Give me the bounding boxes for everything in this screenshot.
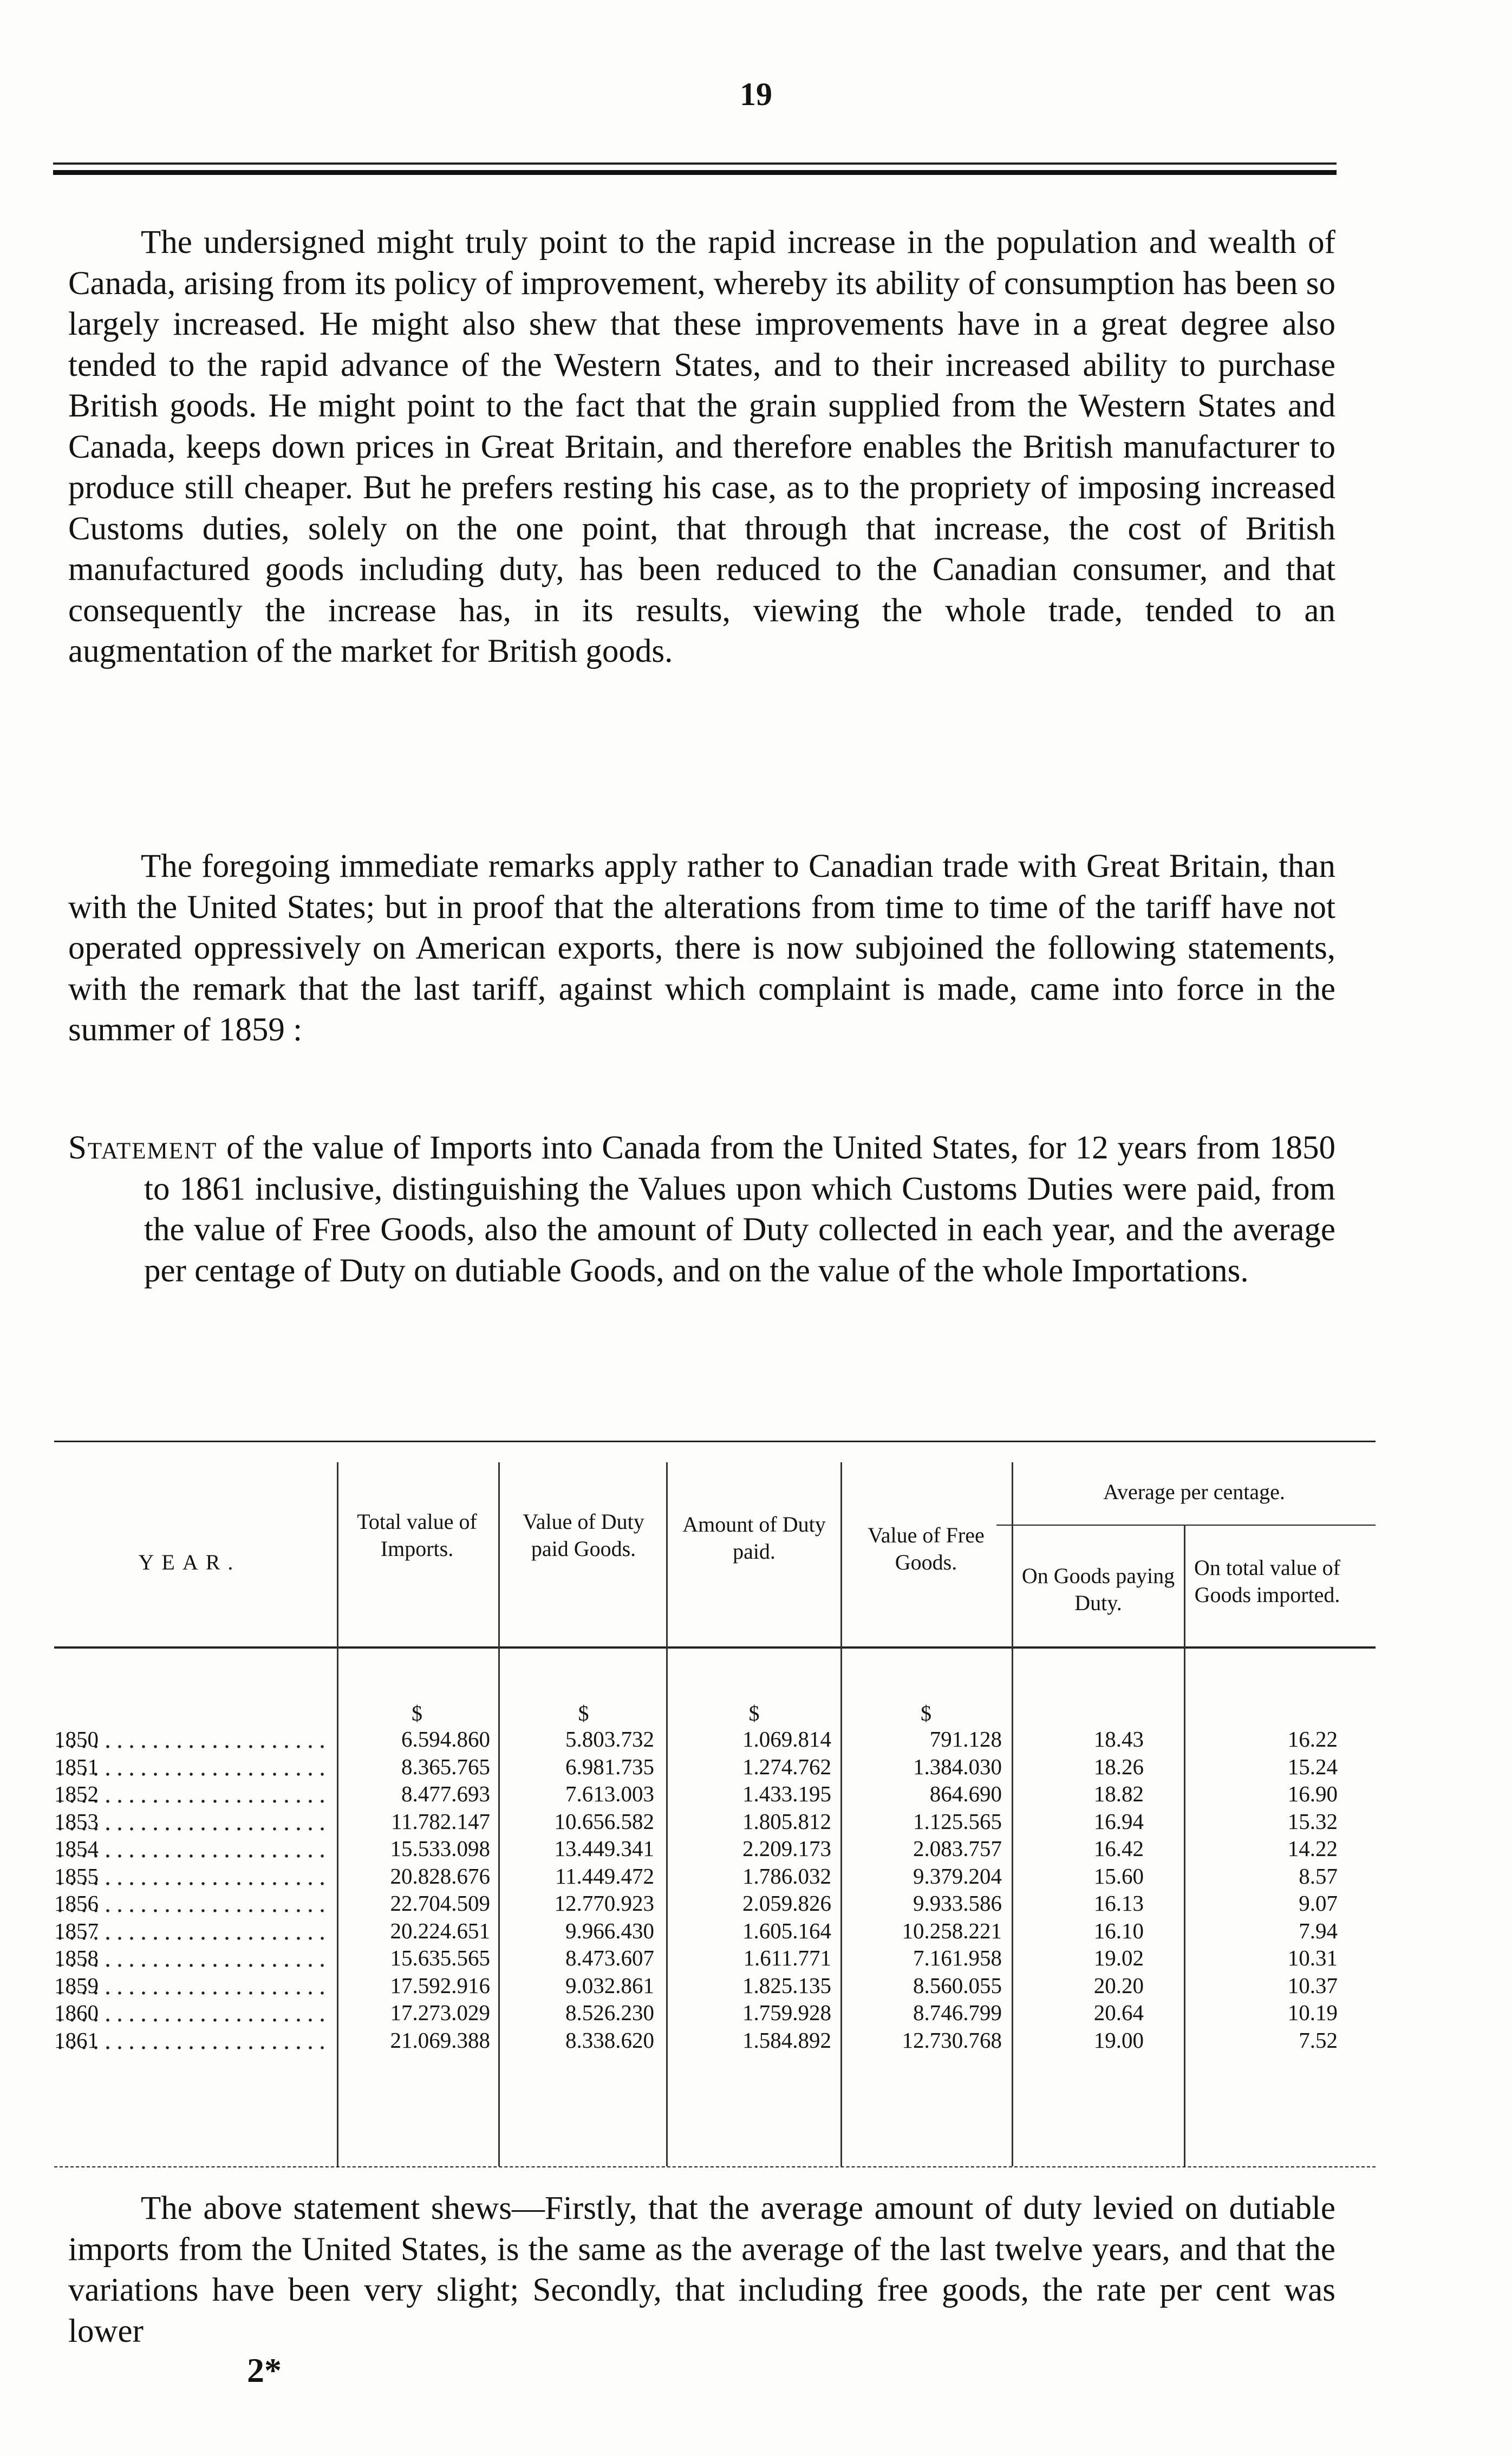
column-divider xyxy=(1012,1462,1013,2166)
currency-symbol: $ xyxy=(748,1701,760,1725)
paragraph-foregoing xyxy=(68,846,1335,1051)
cell-avg-dutiable: 20.20 xyxy=(1093,1972,1144,1998)
cell-year: 1860 xyxy=(54,2001,325,2024)
cell-year: 1856 xyxy=(54,1892,325,1914)
paragraph-text: The undersigned might truly point to the rapid increase in the population and wealth of Canada, arising from its policy of improvement, whereby its ability of consumption has been so largely increased. He might also shew that these improvements have in a great degree also tended to the rapid advance of the Western States, and to their increased ability to purchase British goods. He might point to the fact that the grain supplied from the Western States and Canada, keeps down prices in Great Britain, and therefore enables the British manufacturer to produce still cheaper. But he prefers resting his case, as to the propriety of imposing increased Customs duties, solely on the one point, that through that increase, the cost of British manufactured goods including duty, has been reduced to the Canadian consumer, and that consequently the increase has, in its results, viewing the whole trade, tended to an augmentation of the market for British goods. xyxy=(68,224,1335,669)
cell-dutiable: 12.770.923 xyxy=(554,1891,654,1916)
cell-duty: 2.209.173 xyxy=(742,1836,831,1861)
cell-year: 1854 xyxy=(54,1837,325,1860)
header-free-goods: Value of Free Goods. xyxy=(868,1523,985,1574)
cell-year: 1858 xyxy=(54,1946,325,1969)
statement-caption xyxy=(68,1128,1335,1291)
paragraph-closing xyxy=(68,2188,1335,2352)
cell-total: 21.069.388 xyxy=(390,2027,490,2053)
cell-dutiable: 10.656.582 xyxy=(554,1808,654,1834)
cell-total: 17.592.916 xyxy=(390,1972,490,1998)
cell-free: 12.730.768 xyxy=(902,2027,1002,2053)
cell-avg-total: 7.94 xyxy=(1299,1918,1338,1943)
cell-free: 1.384.030 xyxy=(913,1754,1002,1779)
header-average-per-centage: Average per centage. xyxy=(1103,1480,1285,1504)
cell-avg-total: 16.90 xyxy=(1287,1781,1338,1806)
cell-duty: 1.805.812 xyxy=(742,1808,831,1834)
cell-duty: 1.274.762 xyxy=(742,1754,831,1779)
cell-avg-total: 15.32 xyxy=(1287,1808,1338,1834)
signature-mark: 2* xyxy=(247,2351,282,2389)
cell-free: 8.560.055 xyxy=(913,1972,1002,1998)
cell-duty: 1.759.928 xyxy=(742,2000,831,2025)
header-double-rule xyxy=(53,162,1337,175)
currency-symbol: $ xyxy=(412,1701,422,1725)
cell-avg-dutiable: 20.64 xyxy=(1093,2000,1144,2025)
page-number: 19 xyxy=(740,76,772,112)
cell-dutiable: 8.338.620 xyxy=(565,2027,654,2053)
cell-dutiable: 13.449.341 xyxy=(554,1836,654,1861)
header-total-value: Total value of Imports. xyxy=(357,1509,477,1561)
cell-total: 8.365.765 xyxy=(401,1754,490,1779)
cell-free: 9.933.586 xyxy=(913,1891,1002,1916)
cell-year: 1851 xyxy=(54,1755,325,1778)
cell-total: 20.828.676 xyxy=(390,1863,490,1889)
cell-duty: 1.605.164 xyxy=(742,1918,831,1943)
cell-avg-total: 16.22 xyxy=(1287,1727,1338,1751)
imports-table xyxy=(54,1441,1376,2134)
cell-avg-total: 9.07 xyxy=(1299,1891,1338,1916)
cell-free: 791.128 xyxy=(929,1727,1002,1751)
cell-avg-dutiable: 16.94 xyxy=(1093,1808,1144,1834)
cell-year: 1859 xyxy=(54,1974,325,1997)
cell-duty: 1.433.195 xyxy=(742,1781,831,1806)
cell-year: 1861 xyxy=(54,2029,325,2052)
table-bottom-rule xyxy=(54,2166,1376,2167)
table-header-rule xyxy=(54,1646,1376,1649)
statement-lead: Statement xyxy=(68,1130,218,1166)
cell-year: 1857 xyxy=(54,1919,325,1942)
cell-avg-total: 10.19 xyxy=(1287,2000,1338,2025)
cell-avg-total: 10.37 xyxy=(1287,1972,1338,1998)
cell-free: 2.083.757 xyxy=(913,1836,1002,1861)
cell-duty: 1.584.892 xyxy=(742,2027,831,2053)
cell-avg-dutiable: 18.26 xyxy=(1093,1754,1144,1779)
cell-total: 22.704.509 xyxy=(390,1891,490,1916)
cell-free: 8.746.799 xyxy=(913,2000,1002,2025)
cell-dutiable: 11.449.472 xyxy=(555,1863,654,1889)
currency-symbol: $ xyxy=(921,1701,931,1725)
cell-year: 1850 xyxy=(54,1728,325,1750)
cell-total: 20.224.651 xyxy=(390,1918,490,1943)
cell-total: 15.635.565 xyxy=(390,1945,490,1970)
cell-total: 6.594.860 xyxy=(401,1727,490,1751)
cell-free: 1.125.565 xyxy=(913,1808,1002,1834)
cell-dutiable: 8.473.607 xyxy=(565,1945,654,1970)
cell-avg-dutiable: 18.43 xyxy=(1093,1727,1144,1751)
cell-dutiable: 9.966.430 xyxy=(565,1918,654,1943)
cell-free: 9.379.204 xyxy=(913,1863,1002,1889)
average-group-rule xyxy=(996,1525,1376,1526)
cell-duty: 1.611.771 xyxy=(743,1945,831,1970)
cell-year: 1853 xyxy=(54,1810,325,1833)
header-avg-on-total: On total value of Goods imported. xyxy=(1194,1555,1340,1607)
cell-free: 864.690 xyxy=(929,1781,1002,1806)
cell-duty: 2.059.826 xyxy=(742,1891,831,1916)
paragraph-undersigned xyxy=(68,222,1335,672)
cell-total: 8.477.693 xyxy=(401,1781,490,1806)
cell-avg-dutiable: 16.10 xyxy=(1093,1918,1144,1943)
paragraph-text: The above statement shews—Firstly, that the average amount of duty levied on dutiable imports from the United States, is the same as the average of the last twelve years, and that the variations have been very slight; Secondly, that including free goods, the rate per cent was lower xyxy=(68,2190,1335,2349)
cell-year: 1852 xyxy=(54,1782,325,1805)
cell-dutiable: 9.032.861 xyxy=(565,1972,654,1998)
column-divider xyxy=(498,1462,500,2166)
cell-avg-dutiable: 16.13 xyxy=(1093,1891,1144,1916)
cell-total: 17.273.029 xyxy=(390,2000,490,2025)
cell-dutiable: 5.803.732 xyxy=(565,1727,654,1751)
cell-avg-dutiable: 16.42 xyxy=(1093,1836,1144,1861)
cell-avg-dutiable: 19.02 xyxy=(1093,1945,1144,1970)
cell-avg-total: 15.24 xyxy=(1287,1754,1338,1779)
cell-duty: 1.825.135 xyxy=(742,1972,831,1998)
cell-duty: 1.069.814 xyxy=(742,1727,831,1751)
cell-free: 7.161.958 xyxy=(913,1945,1002,1970)
currency-symbol: $ xyxy=(578,1701,589,1725)
cell-dutiable: 6.981.735 xyxy=(565,1754,654,1779)
header-amount-of-duty: Amount of Duty paid. xyxy=(682,1512,826,1564)
column-divider xyxy=(1184,1525,1185,2166)
cell-duty: 1.786.032 xyxy=(742,1863,831,1889)
cell-avg-dutiable: 15.60 xyxy=(1093,1863,1144,1889)
table-top-rule xyxy=(54,1441,1376,1442)
cell-dutiable: 8.526.230 xyxy=(565,2000,654,2025)
cell-avg-dutiable: 19.00 xyxy=(1093,2027,1144,2053)
header-avg-on-dutiable: On Goods paying Duty. xyxy=(1021,1564,1175,1615)
cell-avg-total: 7.52 xyxy=(1299,2027,1338,2053)
cell-avg-total: 14.22 xyxy=(1287,1836,1338,1861)
column-divider xyxy=(666,1462,668,2166)
cell-avg-total: 10.31 xyxy=(1287,1945,1338,1970)
cell-avg-dutiable: 18.82 xyxy=(1093,1781,1144,1806)
cell-year: 1855 xyxy=(54,1865,325,1887)
cell-avg-total: 8.57 xyxy=(1299,1863,1338,1889)
cell-free: 10.258.221 xyxy=(902,1918,1002,1943)
cell-total: 11.782.147 xyxy=(391,1808,490,1834)
paragraph-text: The foregoing immediate remarks apply rather to Canadian trade with Great Britain, than with the United States; but in proof that the alterations from time to time of the tariff have not operated oppressively on American exports, there is now subjoined the following statements, with the remark that the last tariff, against which complaint is made, came into force in the summer of 1859 : xyxy=(68,848,1335,1048)
statement-text: of the value of Imports into Canada from the United States, for 12 years from 1850 to 1861 inclusive, distinguishing the Values upon which Customs Duties were paid, from the value of Free Goods, also the amount of Duty collected in each year, and the average per centage of Duty on dutiable Goods, and on the value of the whole Importations. xyxy=(144,1130,1336,1289)
header-duty-paid-goods: Value of Duty paid Goods. xyxy=(523,1509,644,1561)
cell-dutiable: 7.613.003 xyxy=(565,1781,654,1806)
cell-total: 15.533.098 xyxy=(390,1836,490,1861)
header-year: YEAR. xyxy=(138,1550,241,1574)
